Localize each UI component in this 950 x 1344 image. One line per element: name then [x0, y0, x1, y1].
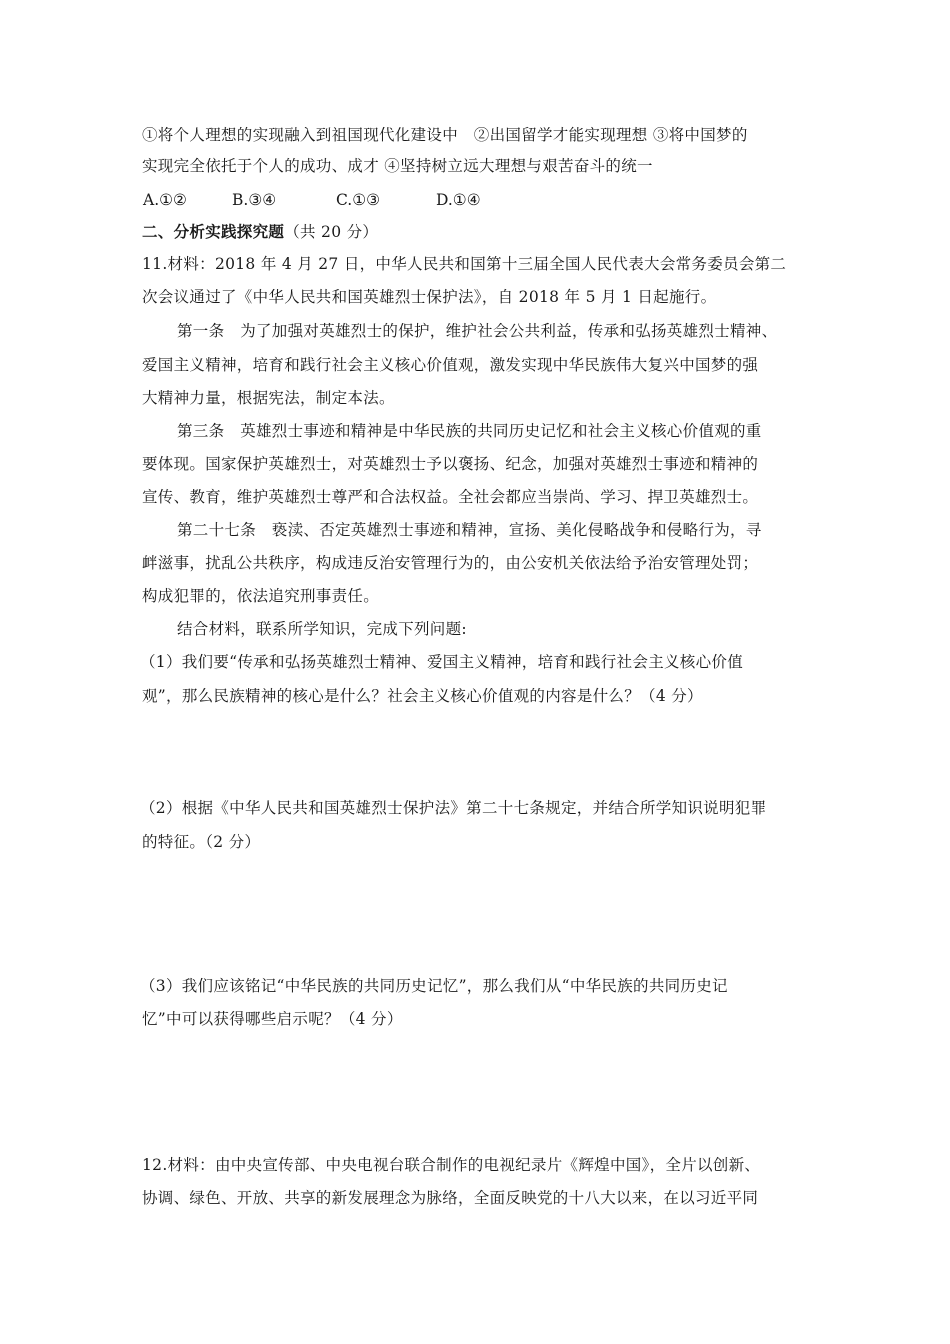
q11-sub2-line1: （2）根据《中华人民共和国英雄烈士保护法》第二十七条规定，并结合所学知识说明犯罪: [140, 799, 767, 817]
q11-instruction: 结合材料，联系所学知识，完成下列问题:: [177, 620, 467, 638]
q10-statements-line1: ①将个人理想的实现融入到祖国现代化建设中 ②出国留学才能实现理想 ③将中国梦的: [142, 126, 748, 144]
section-heading: [142, 221, 822, 243]
q10-option-c: C.①③: [336, 191, 381, 209]
q10-option-d: D.①④: [436, 191, 481, 209]
q12-material-line2: 协调、绿色、开放、共享的新发展理念为脉络，全面反映党的十八大以来，在以习近平同: [142, 1189, 759, 1207]
q10-option-b: B.③④: [232, 191, 277, 209]
q11-sub3-line2: 忆”中可以获得哪些启示呢？（4 分）: [142, 1010, 403, 1028]
q11-sub3-line1: （3）我们应该铭记“中华民族的共同历史记忆”，那么我们从“中华民族的共同历史记: [140, 977, 728, 995]
q11-article27-line2: 衅滋事，扰乱公共秩序，构成违反治安管理行为的，由公安机关依法给予治安管理处罚；: [142, 554, 759, 572]
q11-sub1-line2: 观”，那么民族精神的核心是什么？社会主义核心价值观的内容是什么？（4 分）: [142, 687, 703, 705]
q11-article1-line1: 第一条 为了加强对英雄烈士的保护，维护社会公共利益，传承和弘扬英雄烈士精神、: [177, 322, 778, 340]
q11-article27-line1: 第二十七条 亵渎、否定英雄烈士事迹和精神，宣扬、美化侵略战争和侵略行为，寻: [177, 521, 762, 539]
q11-sub2-line2: 的特征。（2 分）: [142, 833, 261, 851]
section-heading-score: （共 20 分）: [284, 223, 379, 241]
q11-article3-line1: 第三条 英雄烈士事迹和精神是中华民族的共同历史记忆和社会主义核心价值观的重: [177, 422, 762, 440]
q11-material-line1: 11.材料：2018 年 4 月 27 日，中华人民共和国第十三届全国人民代表大会常务委员会第二: [142, 255, 787, 273]
q11-article27-line3: 构成犯罪的，依法追究刑事责任。: [142, 587, 380, 605]
q11-article1-line3: 大精神力量，根据宪法，制定本法。: [142, 389, 395, 407]
q11-article3-line3: 宣传、教育，维护英雄烈士尊严和合法权益。全社会都应当崇尚、学习、捍卫英雄烈士。: [142, 488, 759, 506]
q10-statements-line2: 实现完全依托于个人的成功、成才 ④坚持树立远大理想与艰苦奋斗的统一: [142, 157, 653, 175]
q11-sub1-line1: （1）我们要“传承和弘扬英雄烈士精神、爱国主义精神，培育和践行社会主义核心价值: [140, 653, 743, 671]
q11-article1-line2: 爱国主义精神，培育和践行社会主义核心价值观，激发实现中华民族伟大复兴中国梦的强: [142, 356, 759, 374]
q11-material-line2: 次会议通过了《中华人民共和国英雄烈士保护法》，自 2018 年 5 月 1 日起施行。: [142, 288, 717, 306]
q10-option-a: A.①②: [143, 191, 187, 209]
section-heading-title: 二、分析实践探究题: [142, 222, 285, 241]
q12-material-line1: 12.材料：由中央宣传部、中央电视台联合制作的电视纪录片《辉煌中国》，全片以创新、: [142, 1156, 761, 1174]
q11-article3-line2: 要体现。国家保护英雄烈士，对英雄烈士予以褒扬、纪念，加强对英雄烈士事迹和精神的: [142, 455, 759, 473]
